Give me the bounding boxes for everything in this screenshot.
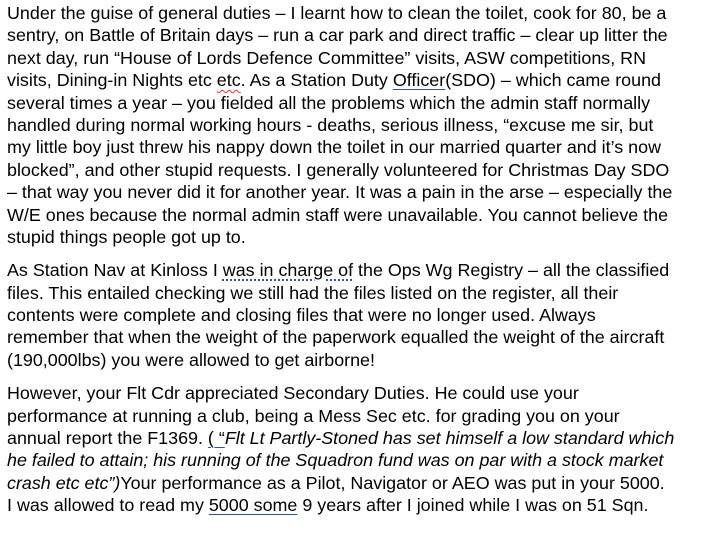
grammar-suggestion-mark[interactable]: ( “ (207, 428, 225, 449)
text-line (7, 326, 707, 348)
paragraph-general-duties (7, 2, 707, 248)
text-run: sentry, on Battle of Britain days – run a car park and direct traffic – clear up litter the (7, 25, 668, 46)
paragraph-secondary-duties (7, 382, 707, 516)
text-line (7, 449, 707, 471)
text-line (7, 427, 707, 449)
text-run: remember that when the weight of the paperwork equalled the weight of the aircraft (7, 327, 665, 348)
text-line (7, 405, 707, 427)
grammar-suggestion-mark[interactable]: 5000 some (208, 495, 298, 516)
text-run: performance at running a club, being a Mess Sec etc. for grading you on your (7, 405, 620, 426)
text-run: several times a year – you fielded all the problems which the admin staff normally (7, 92, 651, 113)
text-line (7, 226, 707, 248)
text-run: Your performance as a Pilot, Navigator or AEO was put in your 5000. (120, 472, 665, 493)
italic-quote-run: Flt Lt Partly-Stoned has set himself a low standard which (224, 428, 675, 449)
text-run: (190,000lbs) you were allowed to get airborne! (7, 349, 375, 370)
text-run: As Station Nav at Kinloss I (7, 260, 223, 281)
text-line (7, 114, 707, 136)
grammar-suggestion-mark[interactable]: Officer (392, 70, 446, 91)
text-run: my little boy just threw his nappy down the toilet in our married quarter and it’s now (7, 137, 661, 158)
style-suggestion-mark[interactable]: was in charge of (222, 260, 354, 281)
text-run: handled during normal working hours - deaths, serious illness, “excuse me sir, but (7, 114, 654, 135)
text-run: (SDO) – which came round (445, 70, 661, 91)
text-run: annual report the F1369. (7, 428, 208, 449)
text-line (7, 382, 707, 404)
text-run: I was allowed to read my (7, 495, 209, 516)
text-line (7, 259, 707, 281)
text-run: contents were complete and closing files that were no longer used. Always (7, 305, 596, 326)
text-line (7, 282, 707, 304)
text-run: next day, run “House of Lords Defence Committee” visits, ASW competitions, RN (7, 47, 647, 68)
spelling-error-mark[interactable]: etc (216, 70, 241, 91)
text-line (7, 24, 707, 46)
text-line (7, 349, 707, 371)
text-run: W/E ones because the normal admin staff were unavailable. You cannot believe the (7, 204, 669, 225)
text-line (7, 204, 707, 226)
text-line (7, 304, 707, 326)
text-line (7, 159, 707, 181)
text-run: files. This entailed checking we still had the files listed on the register, all their (7, 282, 619, 303)
text-line (7, 2, 707, 24)
italic-quote-run: crash etc etc”) (7, 472, 121, 493)
text-line (7, 92, 707, 114)
text-run: visits, Dining-in Nights etc (7, 70, 217, 91)
text-run: – that way you never did it for another year. It was a pain in the arse – especially the (7, 182, 673, 203)
text-run: the Ops Wg Registry – all the classified (353, 260, 670, 281)
text-line (7, 136, 707, 158)
text-run: However, your Flt Cdr appreciated Secondary Duties. He could use your (7, 383, 579, 404)
text-line (7, 472, 707, 494)
text-run: stupid things people got up to. (7, 226, 246, 247)
text-run: blocked”, and other stupid requests. I generally volunteered for Christmas Day SDO (7, 159, 670, 180)
document-body (7, 2, 707, 528)
text-run: Under the guise of general duties – I learnt how to clean the toilet, cook for 80, be a (7, 3, 667, 23)
italic-quote-run: he failed to attain; his running of the Squadron fund was on par with a stock market (7, 450, 664, 471)
text-line (7, 181, 707, 203)
text-line (7, 69, 707, 91)
text-line (7, 47, 707, 69)
paragraph-station-nav (7, 259, 707, 371)
text-run: 9 years after I joined while I was on 51 Sqn. (297, 495, 649, 516)
text-line (7, 494, 707, 516)
text-run: . As a Station Duty (240, 70, 393, 91)
